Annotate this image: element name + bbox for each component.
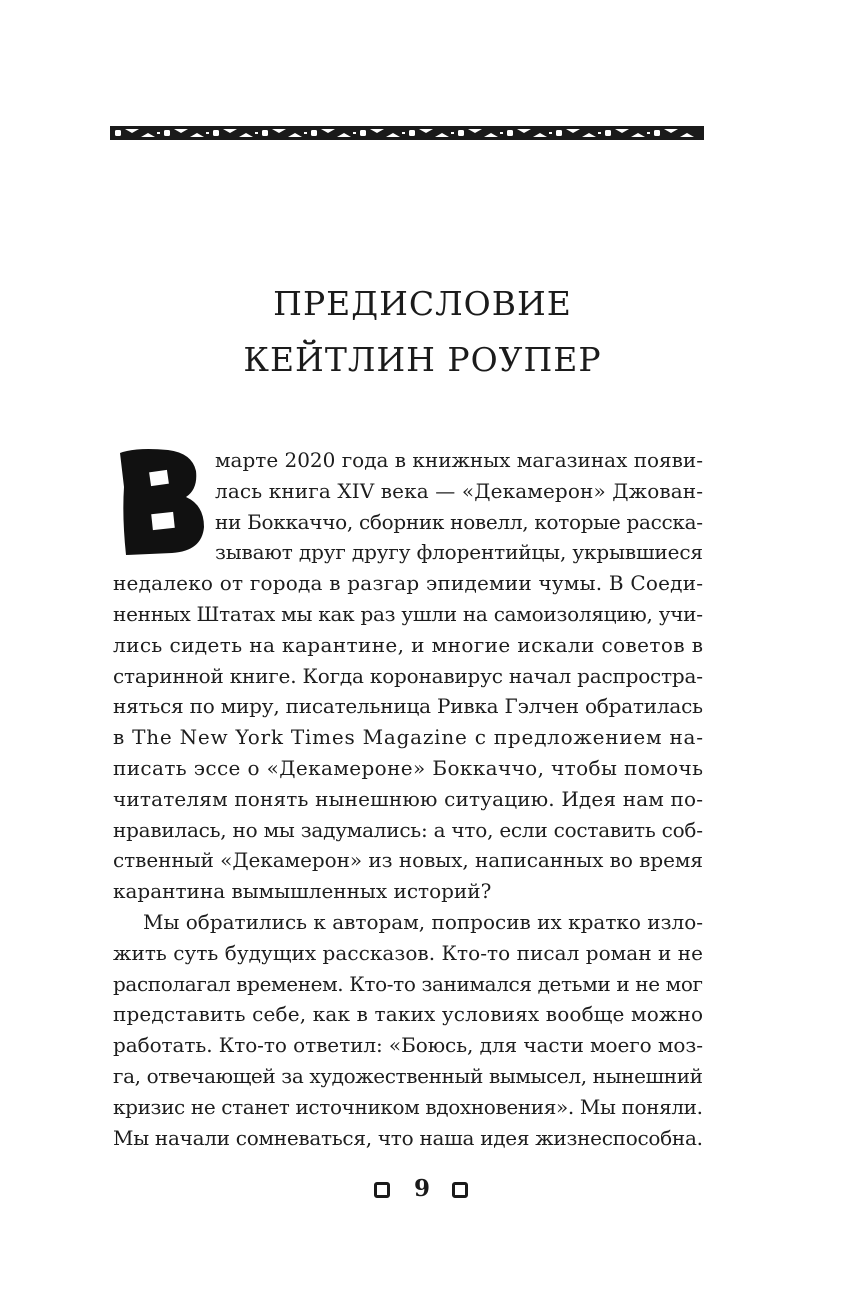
text-line: няться по миру, писательница Ривка Гэлчен обратилась — [113, 694, 703, 719]
text-line: читателям понять нынешнюю ситуацию. Идея нам по- — [113, 786, 704, 811]
text-line: писать эссе о «Декамероне» Боккаччо, чтобы помочь — [113, 756, 704, 780]
text-line: в The New York Times Magazine с предложением на- — [113, 725, 704, 750]
page-number: 9 — [413, 1175, 430, 1202]
text-line: Мы начали сомневаться, что наша идея жизнеспособна. — [113, 1125, 703, 1150]
text-line: кризис не станет источником вдохновения». Мы поняли. — [113, 1094, 703, 1119]
text-line: га, отвечающей за художественный вымысел, нынешний — [113, 1064, 703, 1088]
text-line: марте 2020 года в книжных магазинах появи- — [215, 448, 703, 472]
text-line: лись сидеть на карантине, и многие искали советов в — [113, 632, 704, 657]
text-line: лась книга XIV века — «Декамерон» Джован- — [215, 478, 704, 503]
text-line: представить себе, как в таких условиях вообще можно — [113, 1002, 704, 1027]
text-line: зывают друг другу флорентийцы, укрывшиеся — [215, 540, 703, 565]
text-line: недалеко от города в разгар эпидемии чумы. В Соеди- — [113, 571, 704, 596]
text-line: нравилась, но мы задумались: а что, если составить соб- — [113, 817, 703, 842]
chapter-title: ПРЕДИСЛОВИЕ — [273, 284, 572, 323]
square-ornament-icon — [452, 1182, 468, 1198]
text-line: Мы обратились к авторам, попросив их кратко изло- — [143, 910, 703, 934]
text-line: старинной книге. Когда коронавирус начал распростра- — [113, 663, 703, 688]
text-line: карантина вымышленных историй? — [113, 879, 492, 904]
text-line: ненных Штатах мы как раз ушли на самоизоляцию, учи- — [113, 602, 703, 626]
text-line: работать. Кто-то ответил: «Боюсь, для части моего моз- — [113, 1033, 703, 1058]
square-ornament-icon — [374, 1182, 390, 1198]
text-line: жить суть будущих рассказов. Кто-то писал роман и не — [113, 940, 704, 965]
text-line: ни Боккаччо, сборник новелл, которые расска- — [215, 509, 703, 534]
drop-cap-letter — [116, 447, 208, 557]
chapter-author: КЕЙТЛИН РОУПЕР — [243, 340, 602, 379]
text-line: ственный «Декамерон» из новых, написанных во время — [113, 848, 703, 873]
decorative-border-icon — [110, 126, 704, 140]
text-line: располагал временем. Кто-то занимался детьми и не мог — [113, 971, 703, 996]
page-number-area — [372, 1177, 472, 1205]
